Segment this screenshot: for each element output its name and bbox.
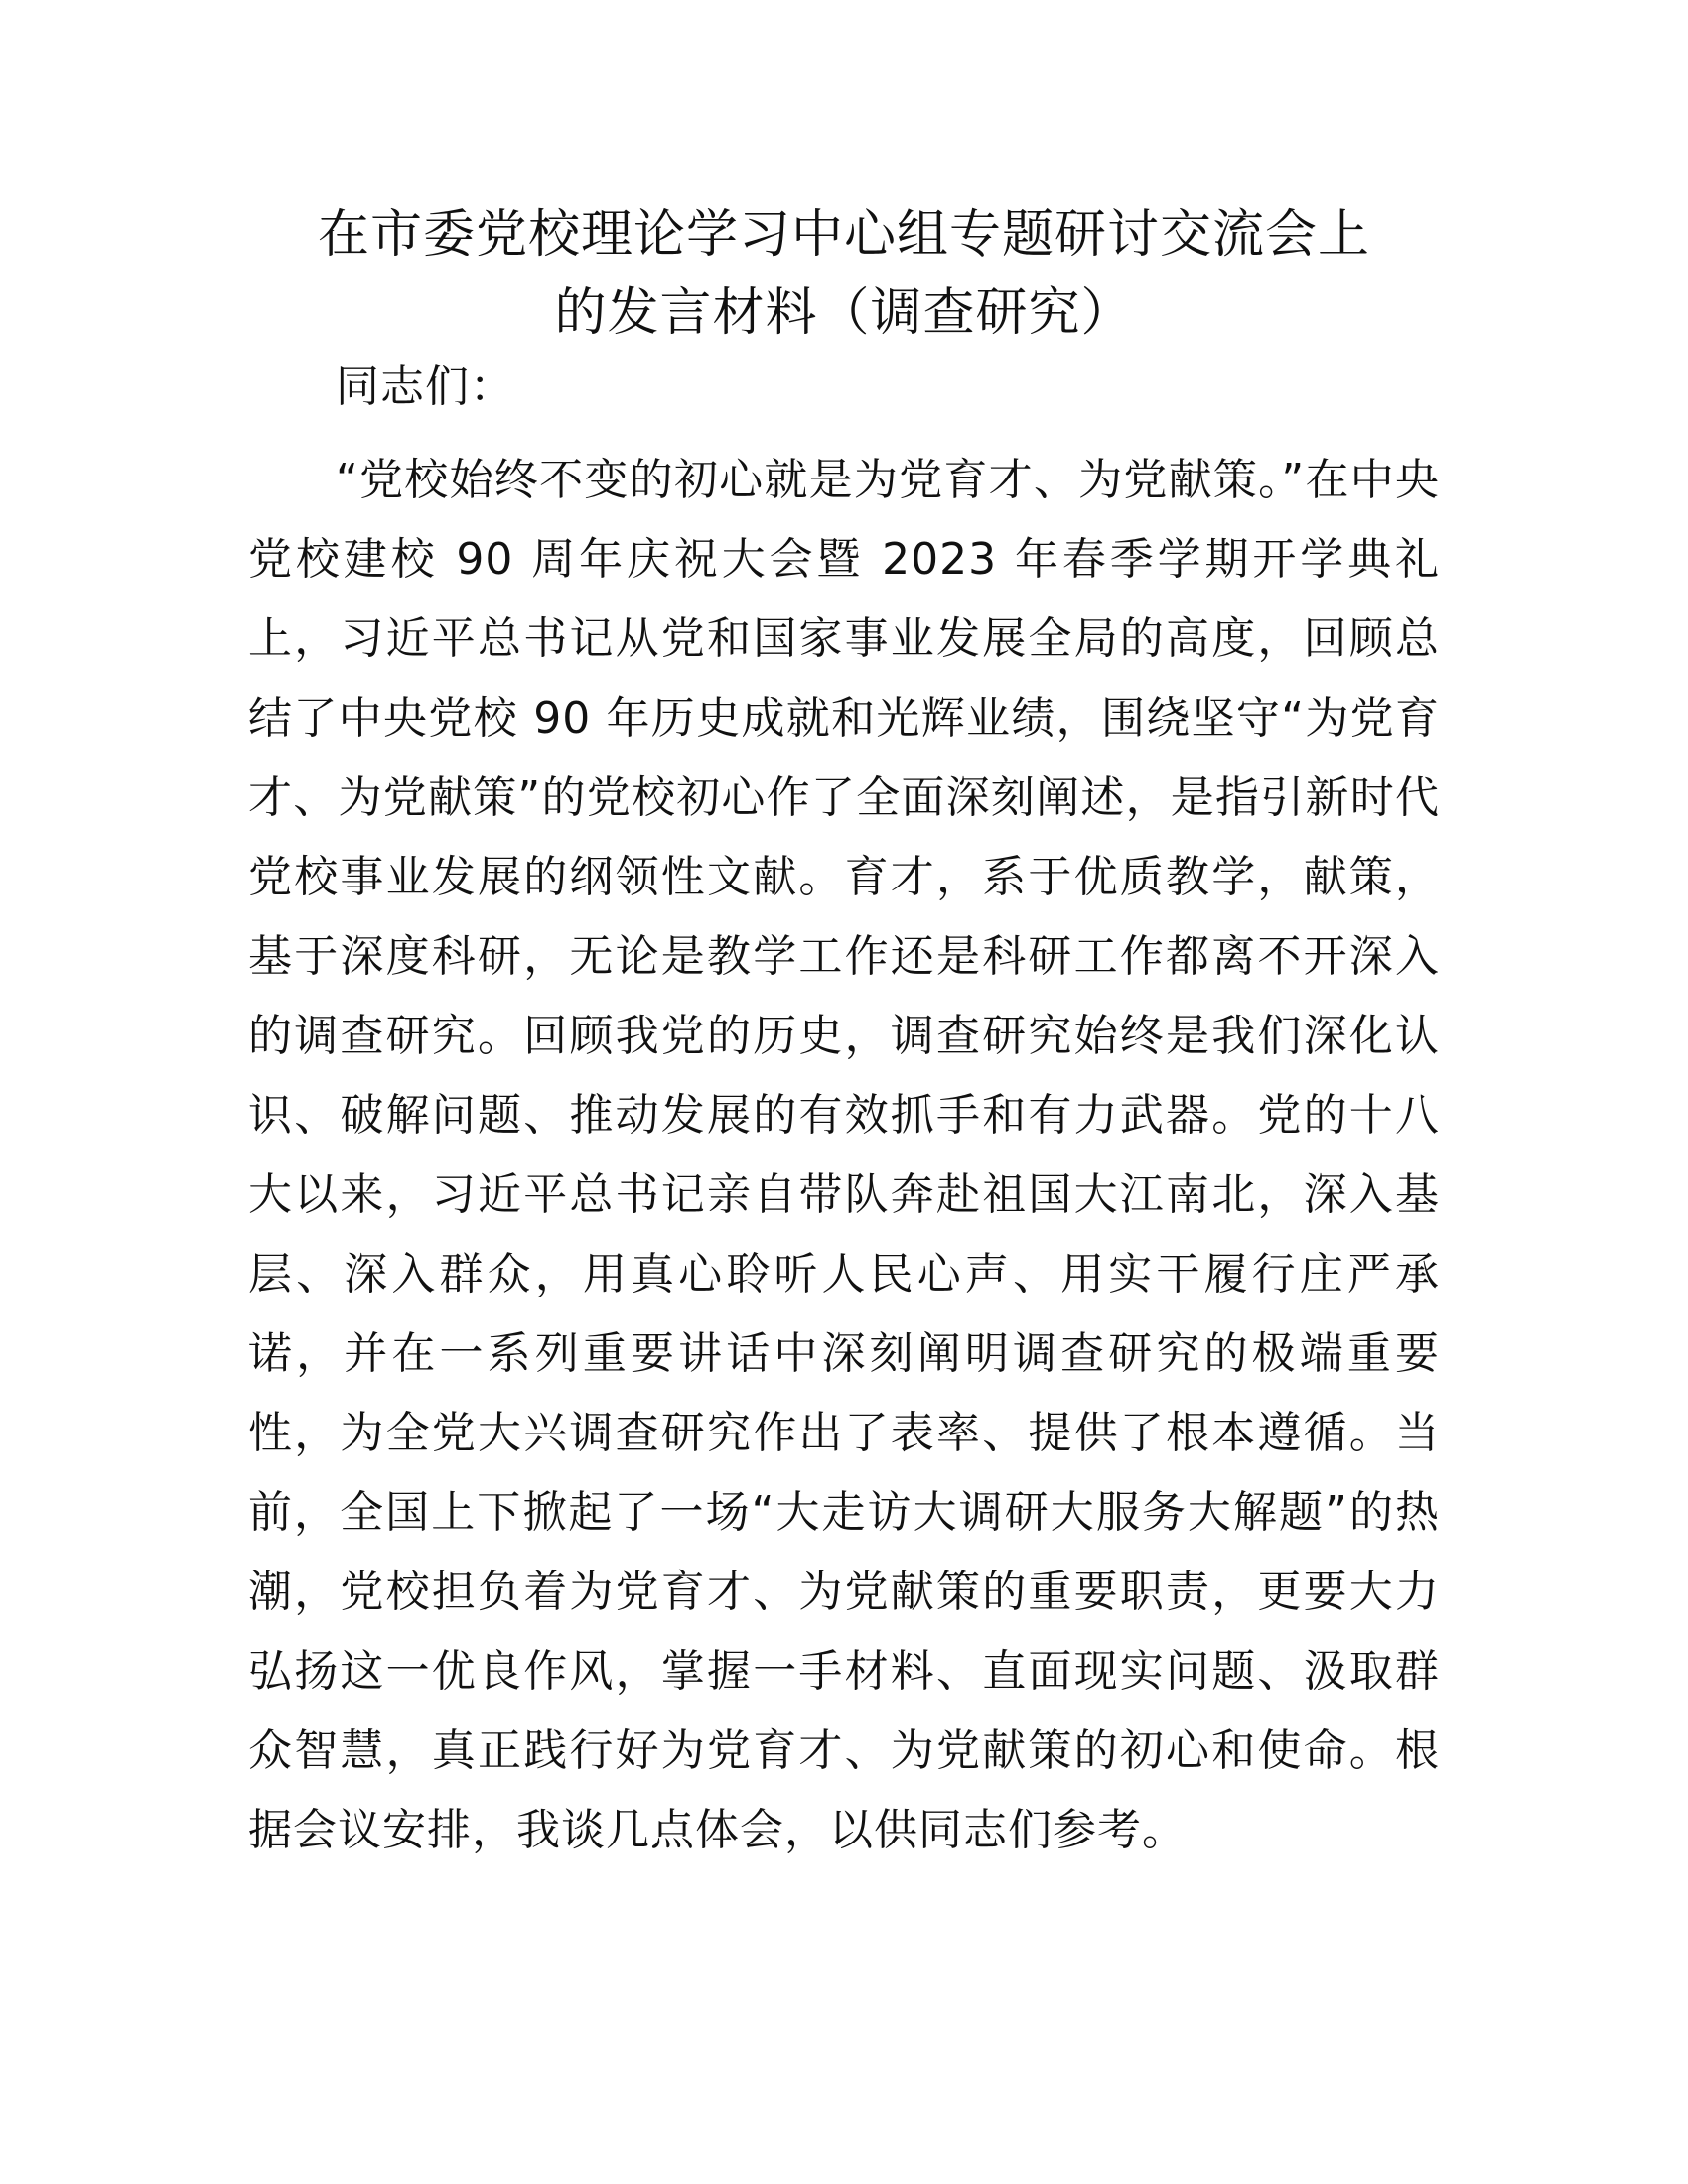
body-paragraph: “党校始终不变的初心就是为党育才、为党献策。”在中央党校建校 90 周年庆祝大会暨 2023 年春季学期开学典礼上，习近平总书记从党和国家事业发展全局的高度，回顾总结了中央党校 90 年历史成就和光辉业绩，围绕坚守“为党育才、为党献策”的党校初心作了全面深刻阐述，是指引新时代党校事业发展的纲领性文献。育才，系于优质教学，献策，基于深度科研，无论是教学工作还是科研工作都离不开深入的调查研究。回顾我党的历史，调查研究始终是我们深化认识、破解问题、推动发展的有效抓手和有力武器。党的十八大以来，习近平总书记亲自带队奔赴祖国大江南北，深入基层、深入群众，用真心聆听人民心声、用实干履行庄严承诺，并在一系列重要讲话中深刻阐明调查研究的极端重要性，为全党大兴调查研究作出了表率、提供了根本遵循。当前，全国上下掀起了一场“大走访大调研大服务大解题”的热潮，党校担负着为党育才、为党献策的重要职责，更要大力弘扬这一优良作风，掌握一手材料、直面现实问题、汲取群众智慧，真正践行好为党育才、为党献策的初心和使命。根据会议安排，我谈几点体会，以供同志们参考。 bbox=[248, 455, 1440, 1855]
document-title bbox=[218, 197, 1470, 351]
document-title-line-2: 的发言材料（调查研究） bbox=[554, 283, 1134, 342]
document-body bbox=[248, 347, 1440, 1870]
document-title-line-1: 在市委党校理论学习中心组专题研讨交流会上 bbox=[317, 205, 1370, 265]
salutation: 同志们： bbox=[336, 361, 514, 412]
